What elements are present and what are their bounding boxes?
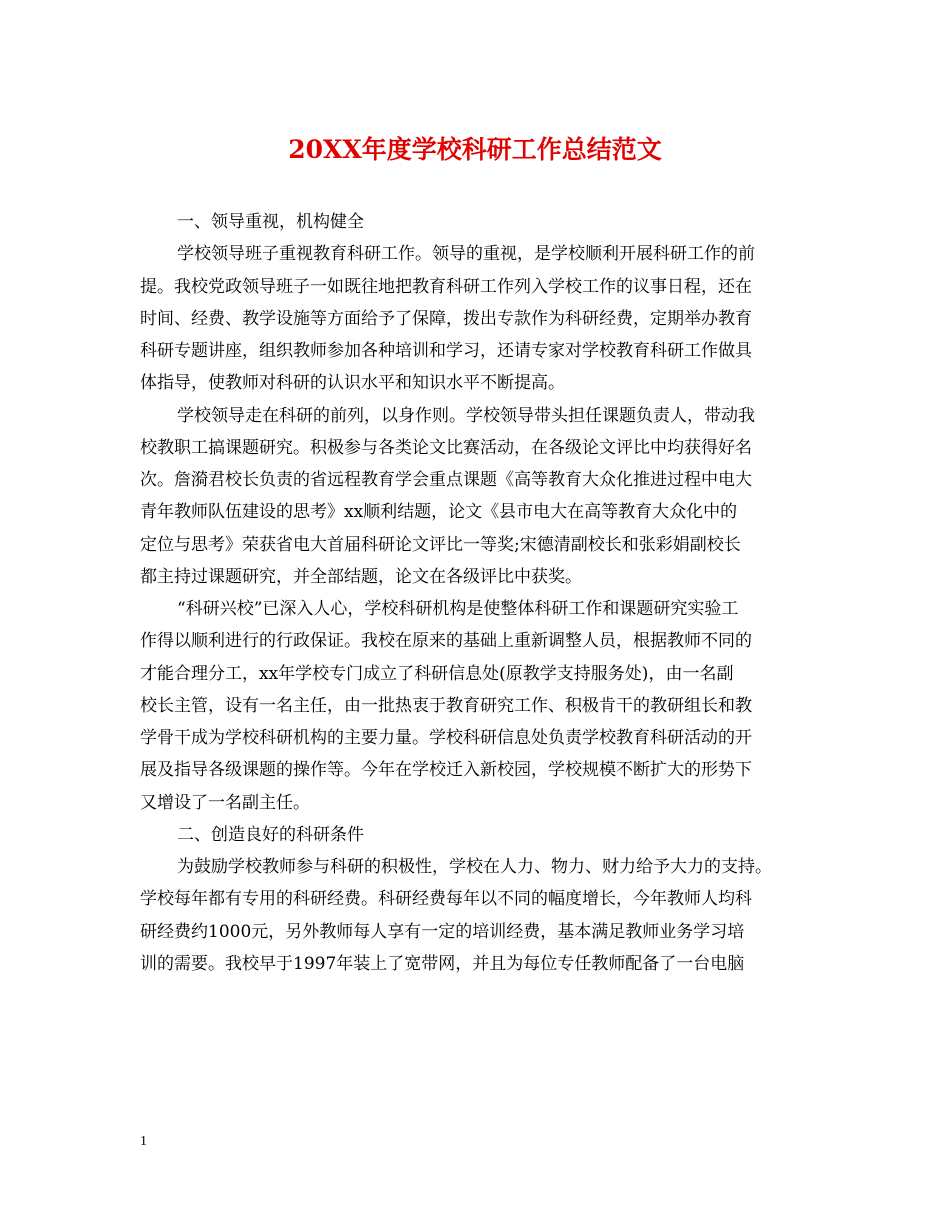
paragraph-line: 为鼓励学校教师参与科研的积极性，学校在人力、物力、财力给予大力的支持。: [177, 857, 772, 877]
paragraph-line: 学校领导班子重视教育科研工作。领导的重视，是学校顺利开展科研工作的前: [177, 244, 755, 265]
paragraph-line: 才能合理分工，xx年学校专门成立了科研信息处(原教学支持服务处)，由一名副: [140, 663, 734, 684]
paragraph-line: 训的需要。我校早于1997年装上了宽带网，并且为每位专任教师配备了一台电脑: [140, 953, 745, 974]
paragraph-line: 研经费约1000元，另外教师每人享有一定的培训经费，基本满足教师业务学习培: [140, 921, 745, 942]
paragraph-line: 又增设了一名副主任。: [140, 792, 310, 813]
paragraph-line: 定位与思考》荣获省电大首届科研论文评比一等奖;宋德清副校长和张彩娟副校长: [140, 534, 741, 555]
page-number: 1: [140, 1134, 147, 1149]
paragraph-line: 校教职工搞课题研究。积极参与各类论文比赛活动，在各级论文评比中均获得好名: [140, 437, 752, 458]
paragraph-line: 作得以顺利进行的行政保证。我校在原来的基础上重新调整人员，根据教师不同的: [140, 631, 752, 652]
paragraph-line: 科研专题讲座，组织教师参加各种培训和学习，还请专家对学校教育科研工作做具: [140, 341, 752, 361]
paragraph-line: 学骨干成为学校科研机构的主要力量。学校科研信息处负责学校教育科研活动的开: [140, 728, 752, 748]
paragraph-line: 校长主管，设有一名主任，由一批热衷于教育研究工作、积极肯干的教研组长和教: [140, 695, 752, 716]
paragraph-line: 学校领导走在科研的前列，以身作则。学校领导带头担任课题负责人，带动我: [177, 405, 755, 426]
paragraph-line: 展及指导各级课题的操作等。今年在学校迁入新校园，学校规模不断扩大的形势下: [140, 760, 752, 781]
document-title: 20XX年度学校科研工作总结范文: [288, 135, 662, 164]
paragraph-line: 都主持过课题研究，并全部结题，论文在各级评比中获奖。: [140, 566, 582, 587]
paragraph-line: 青年教师队伍建设的思考》xx顺利结题，论文《县市电大在高等教育大众化中的: [140, 502, 738, 523]
section-heading: 二、创造良好的科研条件: [177, 824, 364, 845]
paragraph-line: “科研兴校”已深入人心，学校科研机构是使整体科研工作和课题研究实验工: [177, 599, 739, 619]
document-body: [140, 206, 820, 980]
paragraph-line: 次。詹漪君校长负责的省远程教育学会重点课题《高等教育大众化推进过程中电大: [140, 470, 752, 490]
paragraph-line: 时间、经费、教学设施等方面给予了保障，拨出专款作为科研经费，定期举办教育: [140, 308, 752, 329]
paragraph-line: 学校每年都有专用的科研经费。科研经费每年以不同的幅度增长，今年教师人均科: [140, 889, 752, 910]
section-heading: 一、领导重视，机构健全: [177, 212, 364, 232]
paragraph-line: 体指导，使教师对科研的认识水平和知识水平不断提高。: [140, 373, 565, 394]
paragraph-line: 提。我校党政领导班子一如既往地把教育科研工作列入学校工作的议事日程，还在: [140, 276, 752, 297]
